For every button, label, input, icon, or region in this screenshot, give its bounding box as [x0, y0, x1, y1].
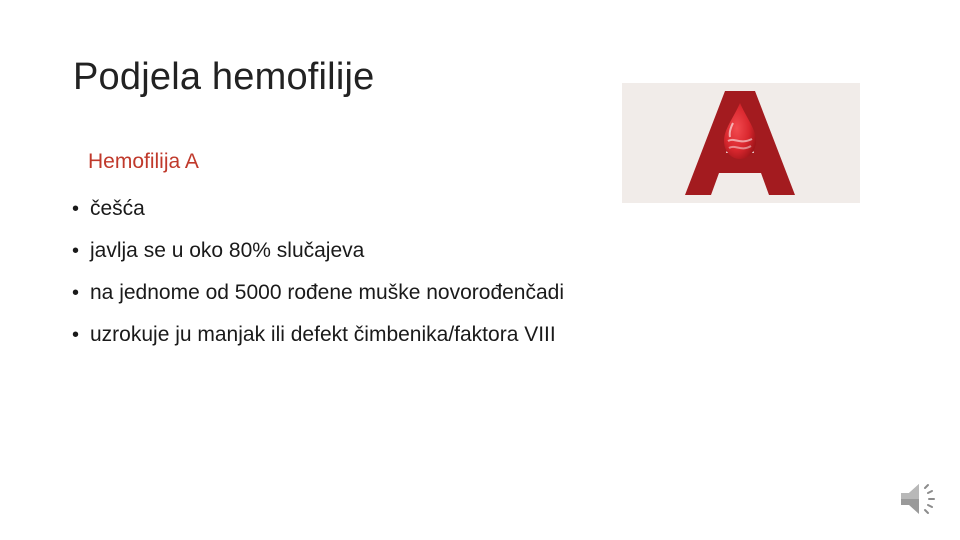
list-item — [72, 188, 564, 230]
slide-title: Podjela hemofilije — [73, 56, 375, 98]
speaker-icon[interactable] — [895, 474, 945, 524]
bullet-text: češća — [90, 197, 145, 220]
bullet-icon: • — [72, 282, 80, 304]
list-item — [72, 230, 564, 272]
letter-a-blood-drop-logo — [622, 83, 860, 203]
bullet-icon: • — [72, 198, 80, 220]
letter-a-icon — [622, 83, 860, 203]
bullet-text: na jednome od 5000 rođene muške novorođenčadi — [90, 281, 565, 304]
list-item — [72, 272, 564, 314]
section-subtitle: Hemofilija A — [88, 150, 199, 173]
bullet-icon: • — [72, 240, 80, 262]
bullet-list — [72, 188, 564, 356]
bullet-text: uzrokuje ju manjak ili defekt čimbenika/faktora VIII — [90, 323, 556, 346]
bullet-icon: • — [72, 324, 80, 346]
bullet-text: javlja se u oko 80% slučajeva — [90, 239, 365, 262]
list-item — [72, 314, 564, 356]
